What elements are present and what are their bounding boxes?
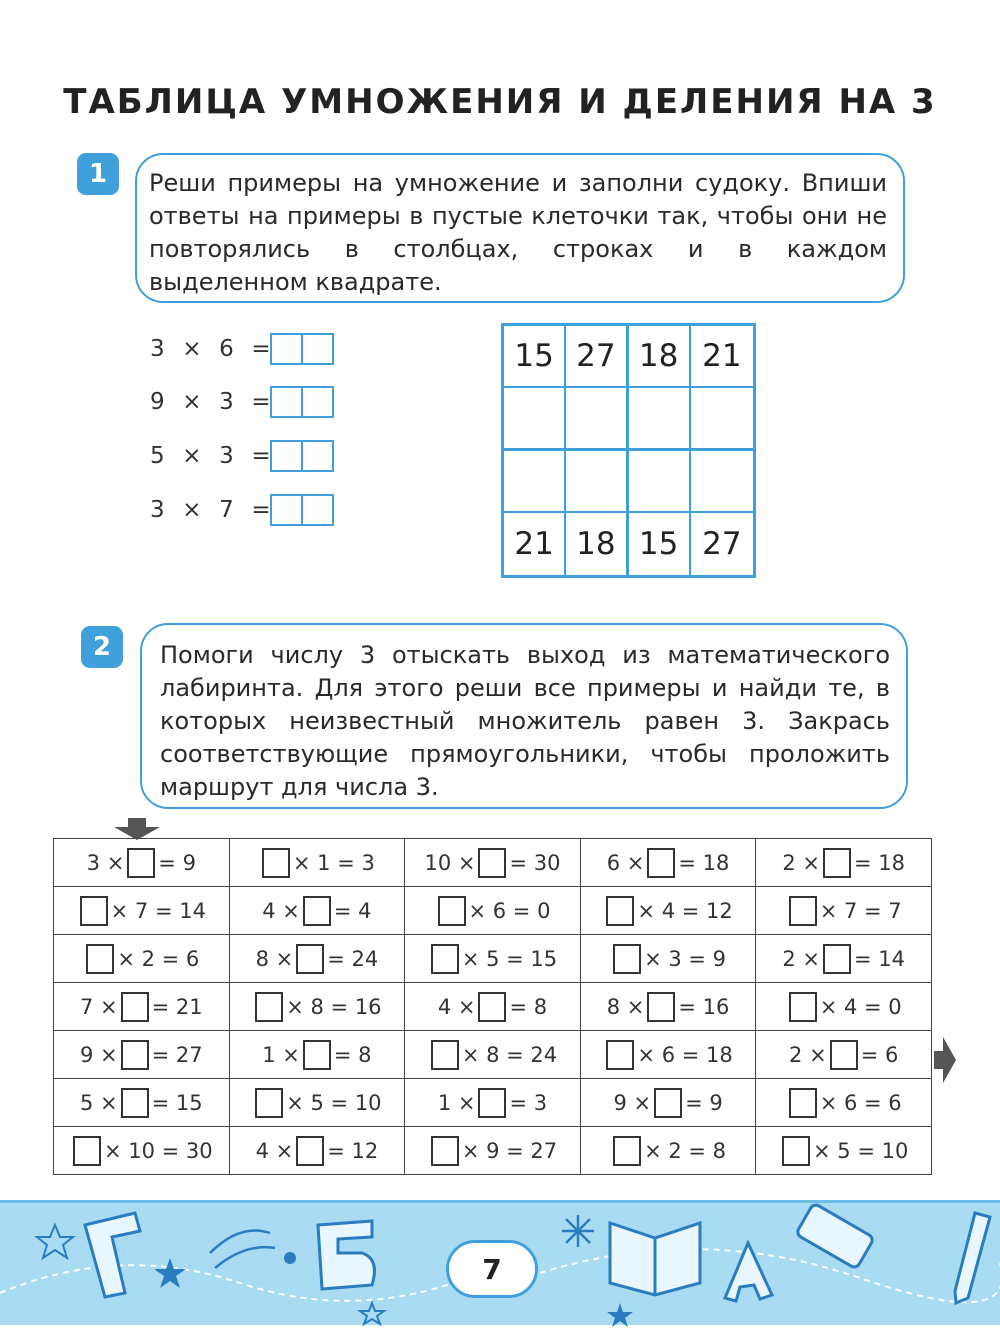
maze-cell-suffix: × 1 = 3 [292,850,375,875]
unknown-factor-box[interactable] [431,1040,459,1070]
sudoku-cell: 18 [629,326,691,388]
unknown-factor-box[interactable] [789,1088,817,1118]
pencil-icon [955,1213,990,1303]
maze-cell-suffix: = 18 [854,850,905,875]
task-2-badge: 2 [81,626,123,668]
sudoku-cell: 27 [702,525,742,562]
answer-boxes[interactable] [270,494,334,526]
unknown-factor-box[interactable] [438,896,466,926]
maze-cell[interactable] [54,1031,230,1079]
maze-cell-suffix: = 24 [327,946,379,971]
maze-cell-suffix: = 30 [509,850,561,875]
maze-cell-prefix: 4 × [437,994,476,1019]
maze-cell-suffix: = 12 [327,1138,379,1163]
maze-table [53,838,932,1175]
maze-cell[interactable] [229,839,405,887]
maze-cell-suffix: = 14 [854,946,905,971]
maze-cell[interactable] [54,839,230,887]
maze-cell-suffix: × 5 = 10 [286,1090,382,1115]
unknown-factor-box[interactable] [647,848,675,878]
maze-cell[interactable] [229,1031,405,1079]
maze-cell[interactable] [405,839,581,887]
maze-cell[interactable] [756,983,932,1031]
task-1-instructions [135,153,905,303]
sudoku-cell[interactable] [629,451,691,513]
maze-cell[interactable] [756,839,932,887]
maze-cell-suffix: × 7 = 14 [110,898,206,923]
maze-row [54,1079,932,1127]
sparkle-icon-2 [607,1303,633,1327]
sudoku-cell[interactable] [566,388,628,450]
maze-cell[interactable] [580,1079,756,1127]
small-star-icon [360,1303,384,1324]
maze-cell[interactable] [54,935,230,983]
maze-cell-suffix: = 21 [151,994,203,1019]
unknown-factor-box[interactable] [80,896,108,926]
unknown-factor-box[interactable] [830,1040,858,1070]
sudoku-cell[interactable] [629,388,691,450]
unknown-factor-box[interactable] [121,1040,149,1070]
maze-cell-suffix: × 3 = 9 [644,946,727,971]
maze-cell-suffix: = 3 [509,1090,548,1115]
maze-cell[interactable] [405,1127,581,1175]
example-expression: 5 × 3 = [150,443,272,469]
sudoku-cell: 15 [629,513,691,575]
unknown-factor-box[interactable] [121,1088,149,1118]
example-expression: 9 × 3 = [150,389,272,415]
sudoku-cell: 18 [566,513,628,575]
unknown-factor-box[interactable] [121,992,149,1022]
sparkle-icon [154,1258,186,1288]
snowflake-icon [562,1215,594,1247]
maze-cell-prefix: 1 × [262,1042,300,1067]
unknown-factor-box[interactable] [296,1136,324,1166]
sudoku-cell: 21 [504,513,566,575]
maze-cell-prefix: 8 × [255,946,294,971]
task-1-badge: 1 [77,153,119,195]
unknown-factor-box[interactable] [255,1088,283,1118]
maze-cell[interactable] [54,887,230,935]
maze-row [54,887,932,935]
unknown-factor-box[interactable] [431,1136,459,1166]
maze-cell[interactable] [229,935,405,983]
maze-cell-prefix: 9 × [79,1042,118,1067]
maze-cell[interactable] [580,1127,756,1175]
unknown-factor-box[interactable] [73,1136,101,1166]
maze-cell-suffix: × 7 = 7 [819,898,902,923]
maze-cell-suffix: × 10 = 30 [103,1138,213,1163]
maze-cell[interactable] [54,983,230,1031]
unknown-factor-box[interactable] [789,896,817,926]
exit-arrow-icon [934,1037,956,1083]
unknown-factor-box[interactable] [782,1136,810,1166]
maze-cell-prefix: 2 × [789,1042,827,1067]
maze-cell-prefix: 9 × [613,1090,652,1115]
unknown-factor-box[interactable] [823,944,851,974]
maze-cell-suffix: × 6 = 6 [819,1090,902,1115]
task-2-instructions [140,623,908,809]
maze-cell[interactable] [756,1127,932,1175]
maze-cell-prefix: 2 × [782,850,820,875]
maze-cell-suffix: × 5 = 15 [461,946,558,971]
letter-g-icon [85,1213,140,1297]
maze-cell[interactable] [580,839,756,887]
book-icon [610,1223,700,1295]
page-number: 7 [446,1240,538,1298]
maze-cell-suffix: × 8 = 24 [461,1042,558,1067]
maze-cell-suffix: × 2 = 6 [117,946,200,971]
maze-cell-suffix: = 4 [333,898,372,923]
maze-cell-suffix: × 8 = 16 [286,994,382,1019]
unknown-factor-box[interactable] [606,1040,634,1070]
letter-b-icon [318,1221,374,1289]
maze-cell-prefix: 2 × [782,946,820,971]
maze-cell[interactable] [54,1127,230,1175]
answer-boxes[interactable] [270,333,334,365]
page-title: ТАБЛИЦА УМНОЖЕНИЯ И ДЕЛЕНИЯ НА 3 [63,82,937,122]
example-expression: 3 × 7 = [150,497,272,523]
maze-cell[interactable] [580,1031,756,1079]
maze-cell[interactable] [229,1127,405,1175]
sudoku-cell[interactable] [691,451,753,513]
example-row [150,386,334,418]
maze-cell-suffix: = 8 [509,994,548,1019]
maze-cell[interactable] [756,1079,932,1127]
maze-cell[interactable] [229,983,405,1031]
answer-boxes[interactable] [270,386,334,418]
example-row [150,440,334,472]
maze-cell[interactable] [229,1079,405,1127]
sudoku-grid [501,323,756,578]
maze-cell-prefix: 1 × [437,1090,476,1115]
maze-cell-suffix: × 4 = 12 [637,898,733,923]
unknown-factor-box[interactable] [255,992,283,1022]
maze-cell-prefix: 4 × [255,1138,294,1163]
unknown-factor-box[interactable] [823,848,851,878]
unknown-factor-box[interactable] [478,1088,506,1118]
entry-arrow-icon [114,818,160,840]
maze-cell[interactable] [580,887,756,935]
maze-cell-suffix: × 5 = 10 [813,1138,909,1163]
unknown-factor-box[interactable] [86,944,114,974]
unknown-factor-box[interactable] [296,944,324,974]
unknown-factor-box[interactable] [431,944,459,974]
maze-row [54,935,932,983]
maze-cell-suffix: = 27 [151,1042,203,1067]
unknown-factor-box[interactable] [647,992,675,1022]
maze-cell-suffix: × 9 = 27 [461,1138,558,1163]
maze-row [54,983,932,1031]
unknown-factor-box[interactable] [654,1088,682,1118]
maze-cell-suffix: × 6 = 18 [637,1042,733,1067]
maze-cell[interactable] [756,935,932,983]
sudoku-cell[interactable] [504,388,566,450]
math-symbols-icon [796,1203,875,1269]
maze-cell-suffix: = 18 [678,850,730,875]
maze-cell[interactable] [54,1079,230,1127]
unknown-factor-box[interactable] [478,992,506,1022]
maze-cell-suffix: × 6 = 0 [468,898,551,923]
answer-boxes[interactable] [270,440,334,472]
unknown-factor-box[interactable] [262,848,290,878]
unknown-factor-box[interactable] [127,848,155,878]
maze-row [54,1127,932,1175]
example-row [150,333,334,365]
maze-cell-suffix: = 9 [158,850,196,875]
task-2-text: Помоги числу 3 отыскать выход из математического лабиринта. Для этого реши все примеры и найди те, в которых неизвестный множитель равен 3. Закрась соответствующие прямоугольники, чтобы проложить маршрут для числа 3. [160,641,890,801]
example-expression: 3 × 6 = [150,336,272,362]
maze-cell[interactable] [756,887,932,935]
maze-row [54,839,932,887]
maze-cell-suffix: × 4 = 0 [819,994,902,1019]
unknown-factor-box[interactable] [789,992,817,1022]
maze-cell[interactable] [580,983,756,1031]
maze-cell[interactable] [405,1079,581,1127]
task-1-text: Реши примеры на умножение и заполни судоку. Впиши ответы на примеры в пустые клеточки так, чтобы они не повторялись в столбцах, строках и в каждом выделенном квадрате. [149,169,887,296]
maze-cell[interactable] [405,983,581,1031]
maze-cell-prefix: 10 × [424,850,476,875]
unknown-factor-box[interactable] [613,944,641,974]
unknown-factor-box[interactable] [606,896,634,926]
maze-cell[interactable] [405,887,581,935]
unknown-factor-box[interactable] [303,1040,331,1070]
maze-cell-prefix: 7 × [79,994,118,1019]
maze-cell-suffix: = 9 [685,1090,723,1115]
sudoku-cell[interactable] [691,388,753,450]
maze-row [54,1031,932,1079]
maze-cell[interactable] [580,935,756,983]
sudoku-cell: 21 [691,326,753,388]
unknown-factor-box[interactable] [613,1136,641,1166]
maze-cell[interactable] [756,1031,932,1079]
sudoku-cell: 15 [504,326,566,388]
maze-cell-suffix: = 16 [678,994,730,1019]
maze-cell-prefix: 4 × [262,898,300,923]
maze-cell[interactable] [229,887,405,935]
unknown-factor-box[interactable] [478,848,506,878]
sudoku-cell[interactable] [504,451,566,513]
maze-cell-suffix: = 8 [333,1042,372,1067]
maze-cell-prefix: 8 × [606,994,645,1019]
maze-cell[interactable] [405,1031,581,1079]
maze-cell-suffix: = 6 [860,1042,899,1067]
sudoku-cell: 27 [566,326,628,388]
letter-a-icon [725,1243,772,1301]
star-icon [37,1225,73,1258]
unknown-factor-box[interactable] [303,896,331,926]
maze-cell-prefix: 5 × [79,1090,118,1115]
example-row [150,494,334,526]
sudoku-cell[interactable] [566,451,628,513]
maze-cell-prefix: 6 × [606,850,645,875]
maze-cell-suffix: = 15 [151,1090,203,1115]
maze-cell[interactable] [405,935,581,983]
maze-cell-prefix: 3 × [86,850,125,875]
maze-cell-suffix: × 2 = 8 [644,1138,727,1163]
